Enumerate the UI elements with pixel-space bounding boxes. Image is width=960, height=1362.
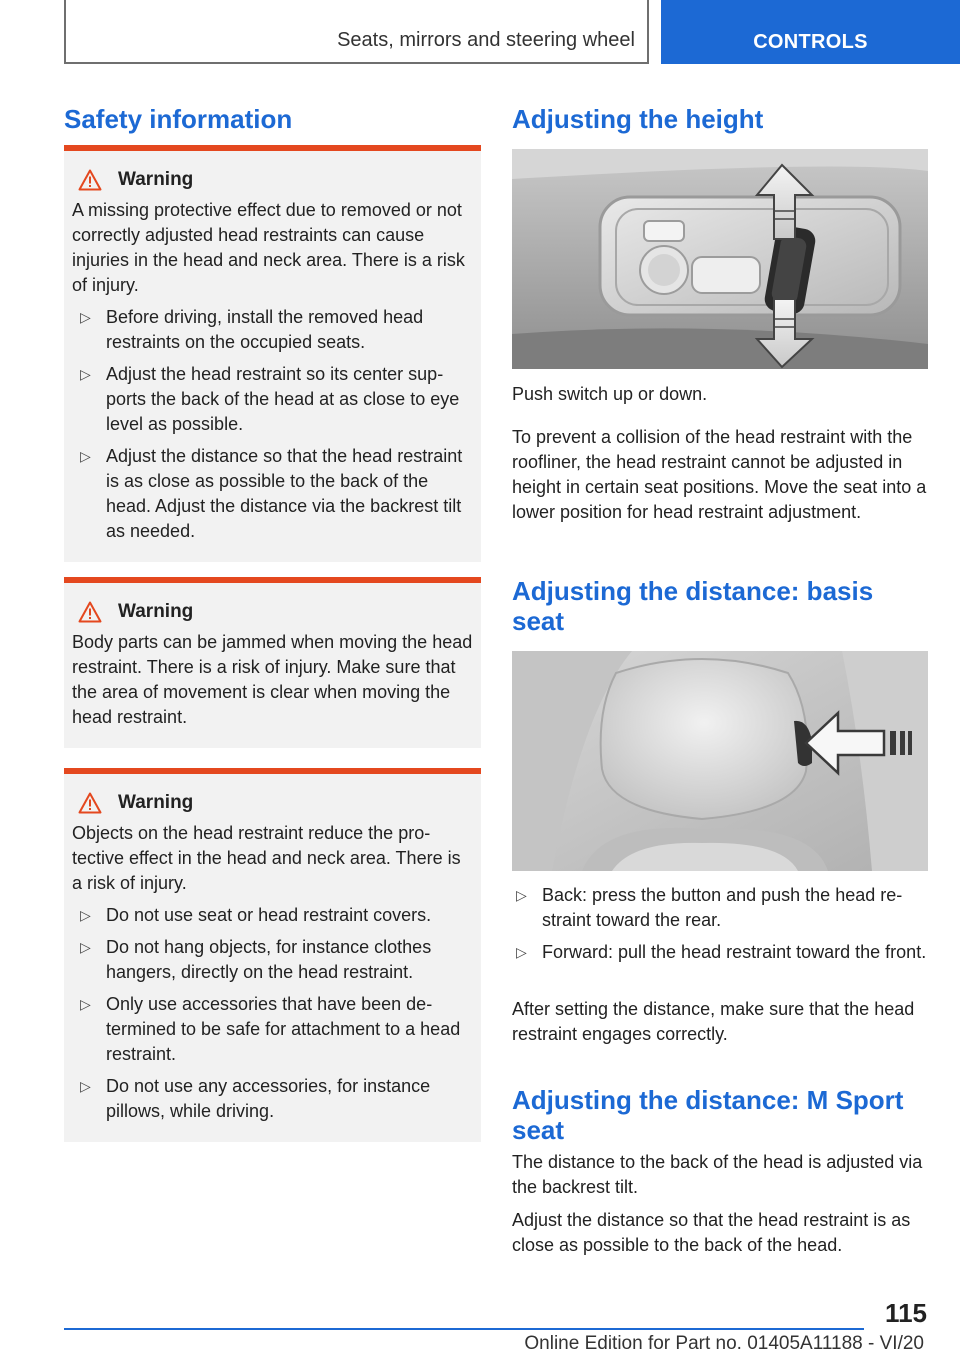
list-item: ▷ Back: press the button and push the head restraint toward the rear. xyxy=(516,885,903,930)
warning-text: Body parts can be jammed when moving the head restraint. There is a risk of injury. Make sure that the area of movement is clear when moving the head restraint. xyxy=(72,632,473,727)
warning-title: Warning xyxy=(118,601,194,622)
section-header xyxy=(64,0,649,64)
list-item: ▷ Do not hang objects, for instance clothes hangers, directly on the head restraint. xyxy=(80,937,432,982)
page-number: 115 xyxy=(885,1298,927,1328)
msport-heading-line-2: seat xyxy=(512,1115,565,1145)
warning-triangle-icon xyxy=(78,792,102,814)
warning-text: A missing protective effect due to removed or not correctly adjusted head restraints can cause injuries in the head and neck area. There is a risk of injury. xyxy=(72,200,465,295)
msport-heading xyxy=(512,1085,942,1145)
section-title: Seats, mirrors and steering wheel xyxy=(337,29,635,51)
bullet-triangle-icon: ▷ xyxy=(80,996,91,1012)
list-item: ▷ Adjust the head restraint so its center supports the back of the head at as close to eye level as possible. xyxy=(80,364,460,434)
basis-heading xyxy=(512,576,932,636)
seat-switch-figure xyxy=(512,149,928,369)
footer-edition: Online Edition for Part no. 01405A11188 - VI/20 xyxy=(524,1333,924,1354)
bullet-triangle-icon: ▷ xyxy=(80,366,91,382)
bullet-triangle-icon: ▷ xyxy=(80,939,91,955)
controls-tab-label: CONTROLS xyxy=(753,31,868,53)
warning-box-3 xyxy=(64,768,481,1142)
bullet-triangle-icon: ▷ xyxy=(80,448,91,464)
basis-text: After setting the distance, make sure that the head restraint engages correctly. xyxy=(512,999,915,1044)
warning-box-2 xyxy=(64,577,481,748)
msport-text-2: Adjust the distance so that the head restraint is as close as possible to the back of the head. xyxy=(512,1210,911,1255)
bullet-triangle-icon: ▷ xyxy=(80,907,91,923)
height-text-2: To prevent a collision of the head restraint with the roofliner, the head restraint cannot be adjusted in height in certain seat positions. Move the seat into a lower position for head restraint adjustment. xyxy=(512,427,927,522)
list-item: ▷ Do not use any accessories, for instance pillows, while driving. xyxy=(80,1076,431,1121)
warning-header xyxy=(72,600,473,624)
bullet-triangle-icon: ▷ xyxy=(516,887,527,903)
headrest-figure xyxy=(512,651,928,871)
warning-title: Warning xyxy=(118,169,194,190)
bullet-triangle-icon: ▷ xyxy=(516,944,527,960)
list-item: ▷ Do not use seat or head restraint covers. xyxy=(72,903,473,928)
list-item: ▷ Forward: pull the head restraint toward the front. xyxy=(512,940,928,965)
basis-heading-line-2: seat xyxy=(512,606,565,636)
controls-tab[interactable] xyxy=(661,0,960,64)
footer-divider xyxy=(64,1328,864,1330)
warning-triangle-icon xyxy=(78,601,102,623)
basis-list xyxy=(512,883,928,972)
warning-list xyxy=(72,305,473,544)
list-item: ▷ Only use accessories that have been determined to be safe for attachment to a head restraint. xyxy=(80,994,461,1064)
safety-heading: Safety information xyxy=(64,104,293,134)
basis-heading-line-1: Adjusting the distance: basis xyxy=(512,576,874,606)
warning-title: Warning xyxy=(118,792,194,813)
list-item: ▷ Adjust the distance so that the head restraint is as close as possible to the back of the head. Adjust the distance via the backrest tilt as needed. xyxy=(80,446,463,541)
warning-box-1 xyxy=(64,145,481,562)
bullet-triangle-icon: ▷ xyxy=(80,1078,91,1094)
msport-heading-line-1: Adjusting the distance: M Sport xyxy=(512,1085,904,1115)
bullet-triangle-icon: ▷ xyxy=(80,309,91,325)
warning-header xyxy=(72,791,473,815)
headrest-illustration xyxy=(512,651,928,871)
warning-triangle-icon xyxy=(78,169,102,191)
list-item: ▷ Before driving, install the removed head restraints on the occupied seats. xyxy=(80,307,424,352)
seat-switch-illustration xyxy=(512,149,928,369)
warning-header xyxy=(72,168,473,192)
warning-list xyxy=(72,903,473,1124)
warning-text: Objects on the head restraint reduce the protective effect in the head and neck area. There is a risk of injury. xyxy=(72,823,461,893)
height-text-1: Push switch up or down. xyxy=(512,384,708,404)
height-heading: Adjusting the height xyxy=(512,104,764,134)
msport-text-1: The distance to the back of the head is adjusted via the backrest tilt. xyxy=(512,1152,923,1197)
